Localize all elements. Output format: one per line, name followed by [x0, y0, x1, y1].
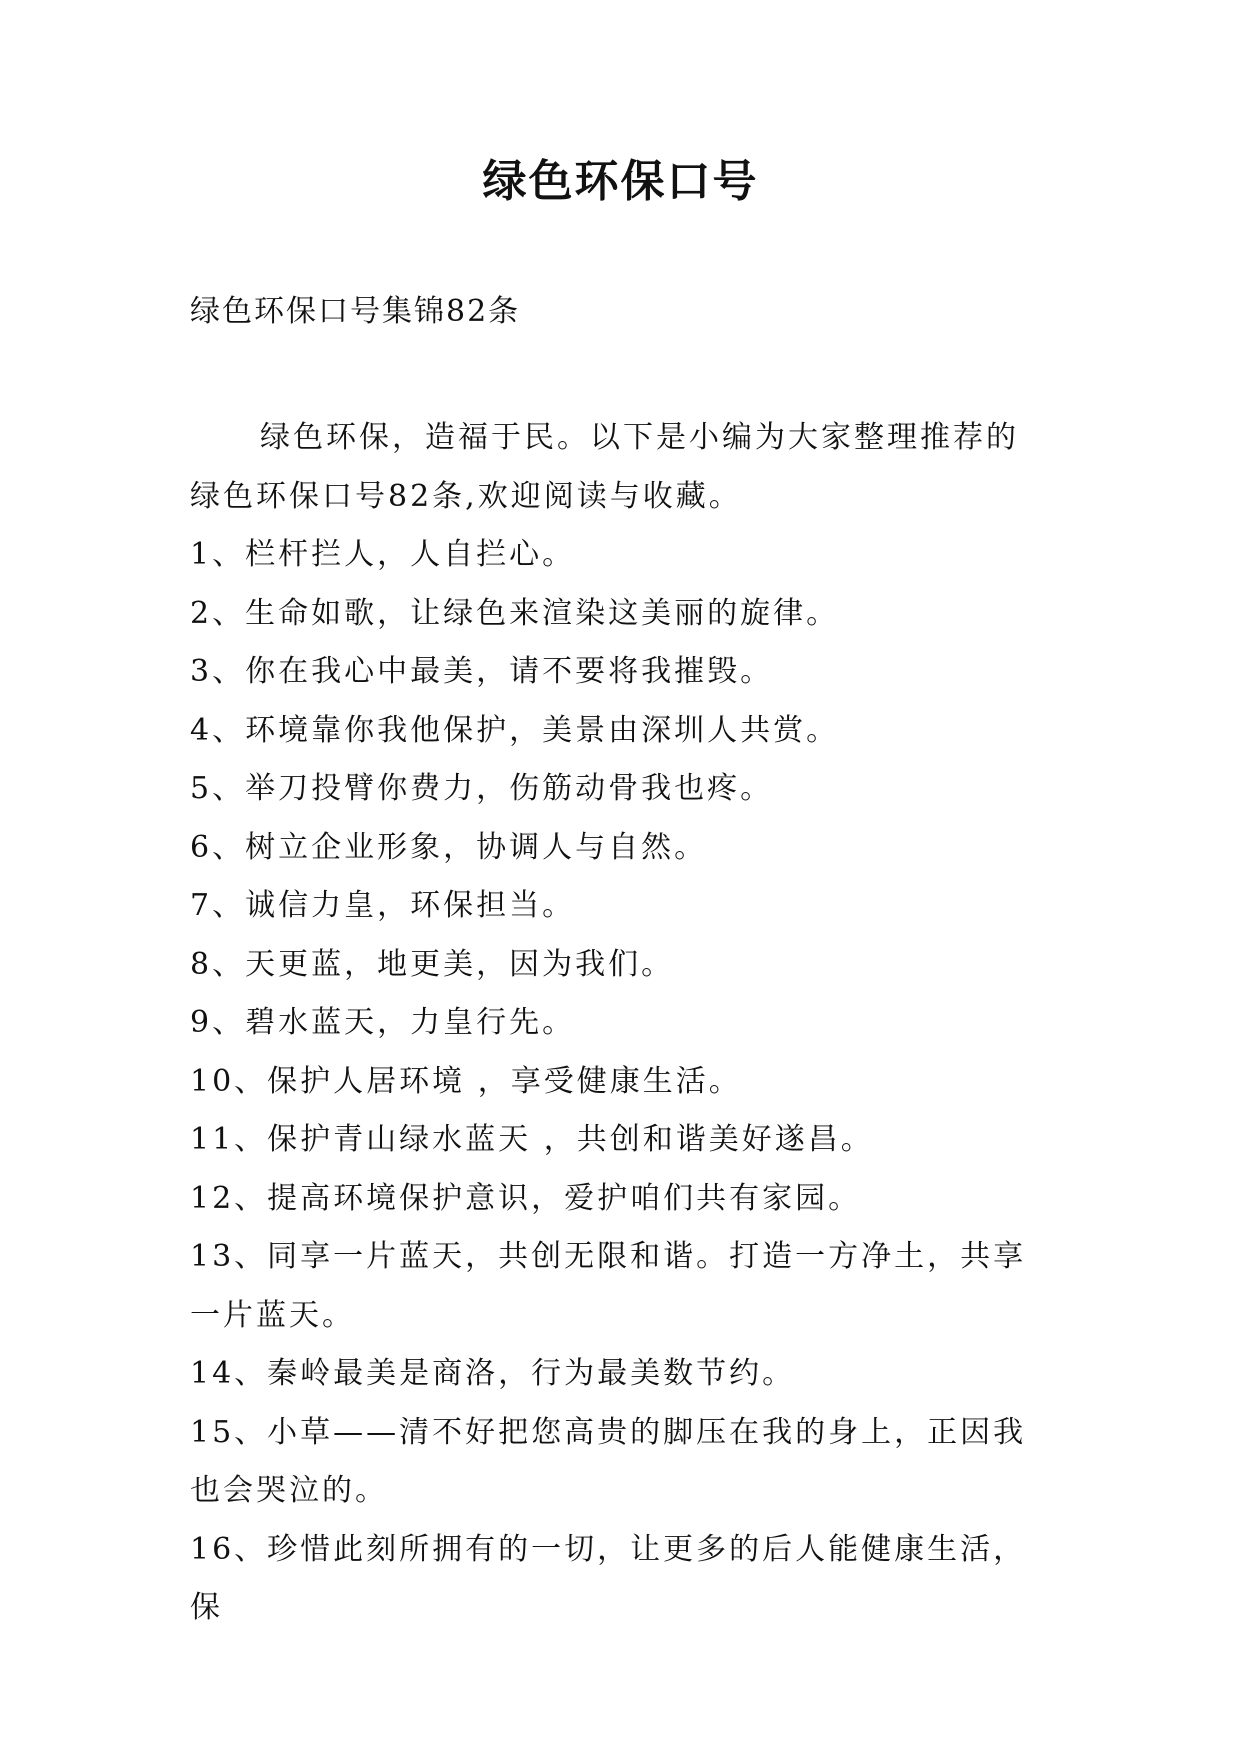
- list-item: 2、生命如歌，让绿色来渲染这美丽的旋律。: [190, 595, 840, 631]
- list-item: 5、举刀投臂你费力，伤筋动骨我也疼。: [190, 771, 774, 806]
- list-item: 10、保护人居环境 ，享受健康生活。: [190, 1063, 742, 1099]
- list-item: 15、小草——清不好把您高贵的脚压在我的身上，正因我也会哭泣的。: [190, 1414, 1027, 1508]
- list-item: 16、珍惜此刻所拥有的一切，让更多的后人能健康生活，保: [190, 1531, 1027, 1625]
- list-item: 12、提高环境保护意识，爱护咱们共有家园。: [190, 1180, 862, 1216]
- list-item: 1、栏杆拦人，人自拦心。: [190, 537, 576, 572]
- document-subtitle: 绿色环保口号集锦82条: [190, 294, 521, 329]
- intro-paragraph: 绿色环保，造福于民。以下是小编为大家整理推荐的绿色环保口号82条,欢迎阅读与收藏。: [190, 420, 1019, 514]
- list-item: 11、保护青山绿水蓝天 ，共创和谐美好遂昌。: [190, 1122, 874, 1157]
- list-item: 8、天更蓝，地更美，因为我们。: [190, 946, 675, 982]
- list-item: 13、同享一片蓝天，共创无限和谐。打造一方净土，共享一片蓝天。: [190, 1239, 1027, 1333]
- list-item: 4、环境靠你我他保护，美景由深圳人共赏。: [190, 712, 840, 748]
- document-body: [190, 409, 1050, 1638]
- list-item: 3、你在我心中最美，请不要将我摧毁。: [190, 654, 774, 689]
- document-title: 绿色环保口号: [482, 156, 759, 207]
- list-item: 14、秦岭最美是商洛，行为最美数节约。: [190, 1356, 796, 1391]
- list-item: 7、诚信力皇，环保担当。: [190, 888, 576, 923]
- list-item: 6、树立企业形象，协调人与自然。: [190, 829, 708, 865]
- list-item: 9、碧水蓝天，力皇行先。: [190, 1005, 576, 1040]
